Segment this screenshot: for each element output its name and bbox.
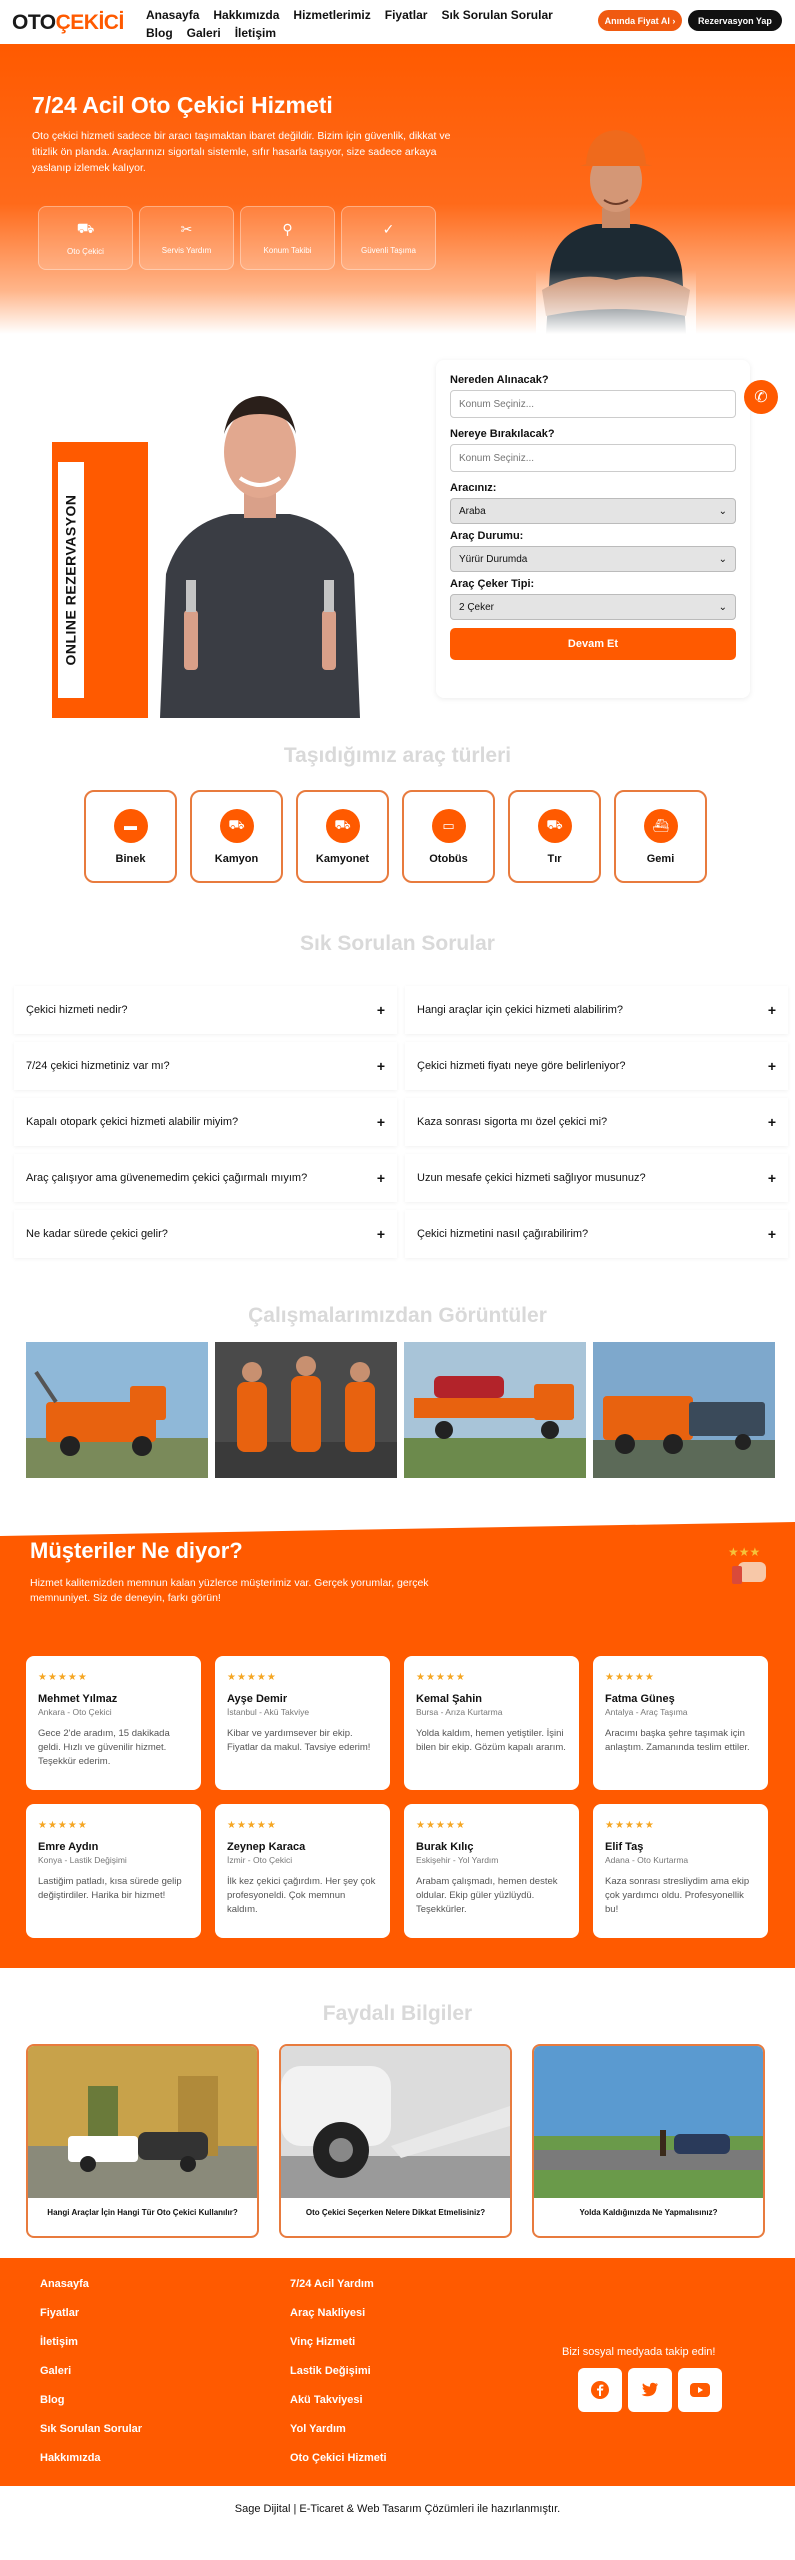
testimonial-card: ★★★★★ Ayşe Demir İstanbul - Akü Takviye Kibar ve yardımsever bir ekip. Fiyatlar da makul. Tavsiye ederim! bbox=[215, 1656, 390, 1790]
section-title: Sık Sorulan Sorular bbox=[300, 932, 495, 955]
tow-type-select[interactable]: 2 Çeker ⌄ bbox=[450, 594, 736, 620]
faq-item[interactable]: Araç çalışıyor ama güvenemedim çekici çağırmalı mıyım? + bbox=[14, 1154, 397, 1202]
faq-section bbox=[0, 930, 795, 1294]
vehicle-label: Aracınız: bbox=[450, 482, 497, 494]
faq-item[interactable]: Kaza sonrası sigorta mı özel çekici mi? + bbox=[405, 1098, 788, 1146]
faq-item[interactable]: Kapalı otopark çekici hizmeti alabilir miyim? + bbox=[14, 1098, 397, 1146]
car-icon: ▬ bbox=[114, 809, 148, 843]
footer-link[interactable]: Yol Yardım bbox=[290, 2423, 346, 2435]
testimonial-card: ★★★★★ Elif Taş Adana - Oto Kurtarma Kaza sonrası stresliydim ama ekip çok yardımcı oldu. Profesyonellik bu! bbox=[593, 1804, 768, 1938]
tools-icon: ✂ bbox=[180, 221, 193, 237]
footer-links bbox=[40, 2278, 142, 2481]
section-edge bbox=[0, 1522, 795, 1536]
footer-link[interactable]: 7/24 Acil Yardım bbox=[290, 2278, 374, 2290]
footer-link[interactable]: Akü Takviyesi bbox=[290, 2394, 363, 2406]
hero-features bbox=[38, 206, 436, 270]
plus-icon: + bbox=[376, 1002, 385, 1018]
lorry-icon: ⛟ bbox=[538, 809, 572, 843]
to-label: Nereye Bırakılacak? bbox=[450, 428, 555, 440]
section-title: Faydalı Bilgiler bbox=[322, 2002, 473, 2025]
faq-item[interactable]: Çekici hizmetini nasıl çağırabilirim? + bbox=[405, 1210, 788, 1258]
blog-section bbox=[0, 1968, 795, 2258]
footer-link[interactable]: Blog bbox=[40, 2394, 65, 2406]
condition-label: Araç Durumu: bbox=[450, 530, 524, 542]
faq-item[interactable]: Uzun mesafe çekici hizmeti sağlıyor musunuz? + bbox=[405, 1154, 788, 1202]
faq-item[interactable]: 7/24 çekici hizmetiniz var mı? + bbox=[14, 1042, 397, 1090]
from-location-input[interactable] bbox=[450, 390, 736, 418]
footer-link[interactable]: İletişim bbox=[40, 2336, 78, 2348]
hero-section bbox=[0, 44, 795, 334]
hero-title: 7/24 Acil Oto Çekici Hizmeti bbox=[32, 92, 333, 118]
plus-icon: + bbox=[767, 1002, 776, 1018]
svg-text:★★★: ★★★ bbox=[728, 1545, 761, 1559]
site-footer bbox=[0, 2258, 795, 2486]
blog-image bbox=[281, 2046, 510, 2198]
ship-icon: ⛴ bbox=[644, 809, 678, 843]
footer-link[interactable]: Oto Çekici Hizmeti bbox=[290, 2452, 387, 2464]
footer-link[interactable]: Lastik Değişimi bbox=[290, 2365, 371, 2377]
nav-contact[interactable]: İletişim bbox=[234, 26, 277, 40]
testimonial-card: ★★★★★ Mehmet Yılmaz Ankara - Oto Çekici Gece 2'de aradım, 15 dakikada geldi. Hızlı ve güvenilir hizmet. Teşekkür ederim. bbox=[26, 1656, 201, 1790]
gallery-image[interactable] bbox=[26, 1342, 208, 1478]
vehicle-card-kamyon[interactable]: ⛟ Kamyon bbox=[190, 790, 283, 883]
mechanic-photo bbox=[140, 374, 380, 718]
blog-image bbox=[534, 2046, 763, 2198]
check-icon: ✓ bbox=[382, 221, 395, 237]
gallery-image[interactable] bbox=[404, 1342, 586, 1478]
nav-about[interactable]: Hakkımızda bbox=[213, 8, 280, 22]
footer-link[interactable]: Vinç Hizmeti bbox=[290, 2336, 356, 2348]
truck-icon: ⛟ bbox=[76, 220, 95, 236]
feature-card[interactable]: ⚲ Konum Takibi bbox=[240, 206, 335, 270]
rating-hand-icon bbox=[724, 1540, 776, 1586]
gallery-section bbox=[0, 1294, 795, 1522]
vehicle-card-gemi[interactable]: ⛴ Gemi bbox=[614, 790, 707, 883]
site-logo[interactable]: OTOÇEKİCİ bbox=[12, 11, 124, 34]
testimonial-card: ★★★★★ Zeynep Karaca İzmir - Oto Çekici İlk kez çekici çağırdım. Her şey çok profesyoneldi. Çok memnun kaldım. bbox=[215, 1804, 390, 1938]
star-rating: ★★★★★ bbox=[227, 1672, 277, 1683]
reservation-section bbox=[0, 334, 795, 734]
faq-item[interactable]: Ne kadar sürede çekici gelir? + bbox=[14, 1210, 397, 1258]
plus-icon: + bbox=[767, 1058, 776, 1074]
faq-item[interactable]: Hangi araçlar için çekici hizmeti alabilirim? + bbox=[405, 986, 788, 1034]
testimonial-card: ★★★★★ Burak Kılıç Eskişehir - Yol Yardım Arabam çalışmadı, hemen destek oldular. Ekip güler yüzlüydü. Teşekkürler. bbox=[404, 1804, 579, 1938]
footer-services bbox=[290, 2278, 387, 2481]
blog-card[interactable]: Hangi Araçlar İçin Hangi Tür Oto Çekici Kullanılır? bbox=[26, 2044, 259, 2238]
instant-quote-button[interactable]: Anında Fiyat Al › bbox=[598, 10, 682, 31]
blog-card[interactable]: Oto Çekici Seçerken Nelere Dikkat Etmelisiniz? bbox=[279, 2044, 512, 2238]
chevron-down-icon: ⌄ bbox=[718, 505, 727, 517]
youtube-icon[interactable] bbox=[678, 2368, 722, 2412]
van-icon: ⛟ bbox=[326, 809, 360, 843]
nav-faq[interactable]: Sık Sorulan Sorular bbox=[441, 8, 553, 22]
from-label: Nereden Alınacak? bbox=[450, 374, 549, 386]
plus-icon: + bbox=[376, 1170, 385, 1186]
plus-icon: + bbox=[767, 1170, 776, 1186]
star-rating: ★★★★★ bbox=[38, 1672, 88, 1683]
social-links bbox=[578, 2368, 722, 2412]
footer-link[interactable]: Anasayfa bbox=[40, 2278, 89, 2290]
section-title: Çalışmalarımızdan Görüntüler bbox=[248, 1304, 547, 1327]
tow-type-label: Araç Çeker Tipi: bbox=[450, 578, 535, 590]
site-header bbox=[0, 0, 795, 44]
footer-credit: Sage Dijital | E-Ticaret & Web Tasarım Çözümleri ile hazırlanmıştır. bbox=[234, 2503, 561, 2515]
vehicle-card-tir[interactable]: ⛟ Tır bbox=[508, 790, 601, 883]
location-icon: ⚲ bbox=[282, 221, 293, 237]
faq-item[interactable]: Çekici hizmeti nedir? + bbox=[14, 986, 397, 1034]
reservation-side-label: ONLINE REZERVASYON bbox=[58, 462, 84, 698]
footer-link[interactable]: Sık Sorulan Sorular bbox=[40, 2423, 143, 2435]
faq-item[interactable]: Çekici hizmeti fiyatı neye göre belirleniyor? + bbox=[405, 1042, 788, 1090]
plus-icon: + bbox=[767, 1114, 776, 1130]
worker-photo bbox=[536, 120, 696, 334]
feature-card[interactable]: ✂ Servis Yardım bbox=[139, 206, 234, 270]
nav-gallery[interactable]: Galeri bbox=[186, 26, 221, 40]
plus-icon: + bbox=[376, 1114, 385, 1130]
vehicle-card-otobus[interactable]: ▭ Otobüs bbox=[402, 790, 495, 883]
nav-home[interactable]: Anasayfa bbox=[146, 8, 200, 22]
plus-icon: + bbox=[376, 1058, 385, 1074]
chevron-down-icon: ⌄ bbox=[718, 601, 727, 613]
feature-card[interactable]: ⛟ Oto Çekici bbox=[38, 206, 133, 270]
condition-select[interactable]: Yürür Durumda ⌄ bbox=[450, 546, 736, 572]
star-rating: ★★★★★ bbox=[38, 1820, 88, 1831]
reservation-button[interactable]: Rezervasyon Yap bbox=[688, 10, 782, 31]
chevron-down-icon: ⌄ bbox=[718, 553, 727, 565]
footer-link[interactable]: Fiyatlar bbox=[40, 2307, 80, 2319]
star-rating: ★★★★★ bbox=[227, 1820, 277, 1831]
testimonials-subtitle: Hizmet kalitemizden memnun kalan yüzlerce müşterimiz var. Gerçek yorumlar, gerçek memnuniyet. Siz de deneyin, farkı görün! bbox=[30, 1577, 429, 1604]
vehicle-types-section bbox=[0, 734, 795, 930]
testimonial-card: ★★★★★ Emre Aydın Konya - Lastik Değişimi Lastiğim patladı, kısa sürede gelip değiştirdiler. Harika bir hizmet! bbox=[26, 1804, 201, 1938]
plus-icon: + bbox=[376, 1226, 385, 1242]
testimonial-card: ★★★★★ Kemal Şahin Bursa - Arıza Kurtarma Yolda kaldım, hemen yetiştiler. İşini bilen bir ekip. Gözüm kapalı ararım. bbox=[404, 1656, 579, 1790]
vehicle-card-kamyonet[interactable]: ⛟ Kamyonet bbox=[296, 790, 389, 883]
blog-card[interactable]: Yolda Kaldığınızda Ne Yapmalısınız? bbox=[532, 2044, 765, 2238]
social-label: Bizi sosyal medyada takip edin! bbox=[562, 2346, 716, 2358]
testimonials-title: Müşteriler Ne diyor? bbox=[30, 1538, 243, 1563]
hero-description: Oto çekici hizmeti sadece bir aracı taşımaktan ibaret değildir. Bizim için güvenlik, dikkat ve titizlik ön planda. Araçlarınızı sigortalı sistemle, sıfır hasarla taşıyor, size sadece arkaya yaslanıp izlemek kalıyor. bbox=[32, 130, 451, 174]
nav-services[interactable]: Hizmetlerimiz bbox=[293, 8, 371, 22]
twitter-icon[interactable] bbox=[628, 2368, 672, 2412]
blog-image bbox=[28, 2046, 257, 2198]
reservation-form bbox=[436, 360, 750, 698]
star-rating: ★★★★★ bbox=[605, 1672, 655, 1683]
nav-blog[interactable]: Blog bbox=[146, 26, 173, 40]
footer-link[interactable]: Galeri bbox=[40, 2365, 72, 2377]
bus-icon: ▭ bbox=[432, 809, 466, 843]
gallery-image[interactable] bbox=[215, 1342, 397, 1478]
to-location-input[interactable] bbox=[450, 444, 736, 472]
footer-link[interactable]: Hakkımızda bbox=[40, 2452, 101, 2464]
testimonials-section bbox=[0, 1522, 795, 1968]
star-rating: ★★★★★ bbox=[416, 1820, 466, 1831]
feature-card[interactable]: ✓ Güvenli Taşıma bbox=[341, 206, 436, 270]
vehicle-select[interactable]: Araba ⌄ bbox=[450, 498, 736, 524]
plus-icon: + bbox=[767, 1226, 776, 1242]
star-rating: ★★★★★ bbox=[605, 1820, 655, 1831]
main-nav bbox=[146, 6, 586, 42]
gallery-image[interactable] bbox=[593, 1342, 775, 1478]
footer-link[interactable]: Araç Nakliyesi bbox=[290, 2307, 366, 2319]
section-title: Taşıdığımız araç türleri bbox=[283, 744, 512, 767]
testimonial-card: ★★★★★ Fatma Güneş Antalya - Araç Taşıma Aracımı başka şehre taşımak için anlaştım. Zamanında teslim ettiler. bbox=[593, 1656, 768, 1790]
star-rating: ★★★★★ bbox=[416, 1672, 466, 1683]
nav-prices[interactable]: Fiyatlar bbox=[384, 8, 428, 22]
phone-icon[interactable]: ✆ bbox=[744, 380, 778, 414]
vehicle-card-binek[interactable]: ▬ Binek bbox=[84, 790, 177, 883]
truck-icon: ⛟ bbox=[220, 809, 254, 843]
facebook-icon[interactable] bbox=[578, 2368, 622, 2412]
arrow-right-icon: › bbox=[672, 15, 676, 26]
continue-button[interactable]: Devam Et bbox=[450, 628, 736, 660]
